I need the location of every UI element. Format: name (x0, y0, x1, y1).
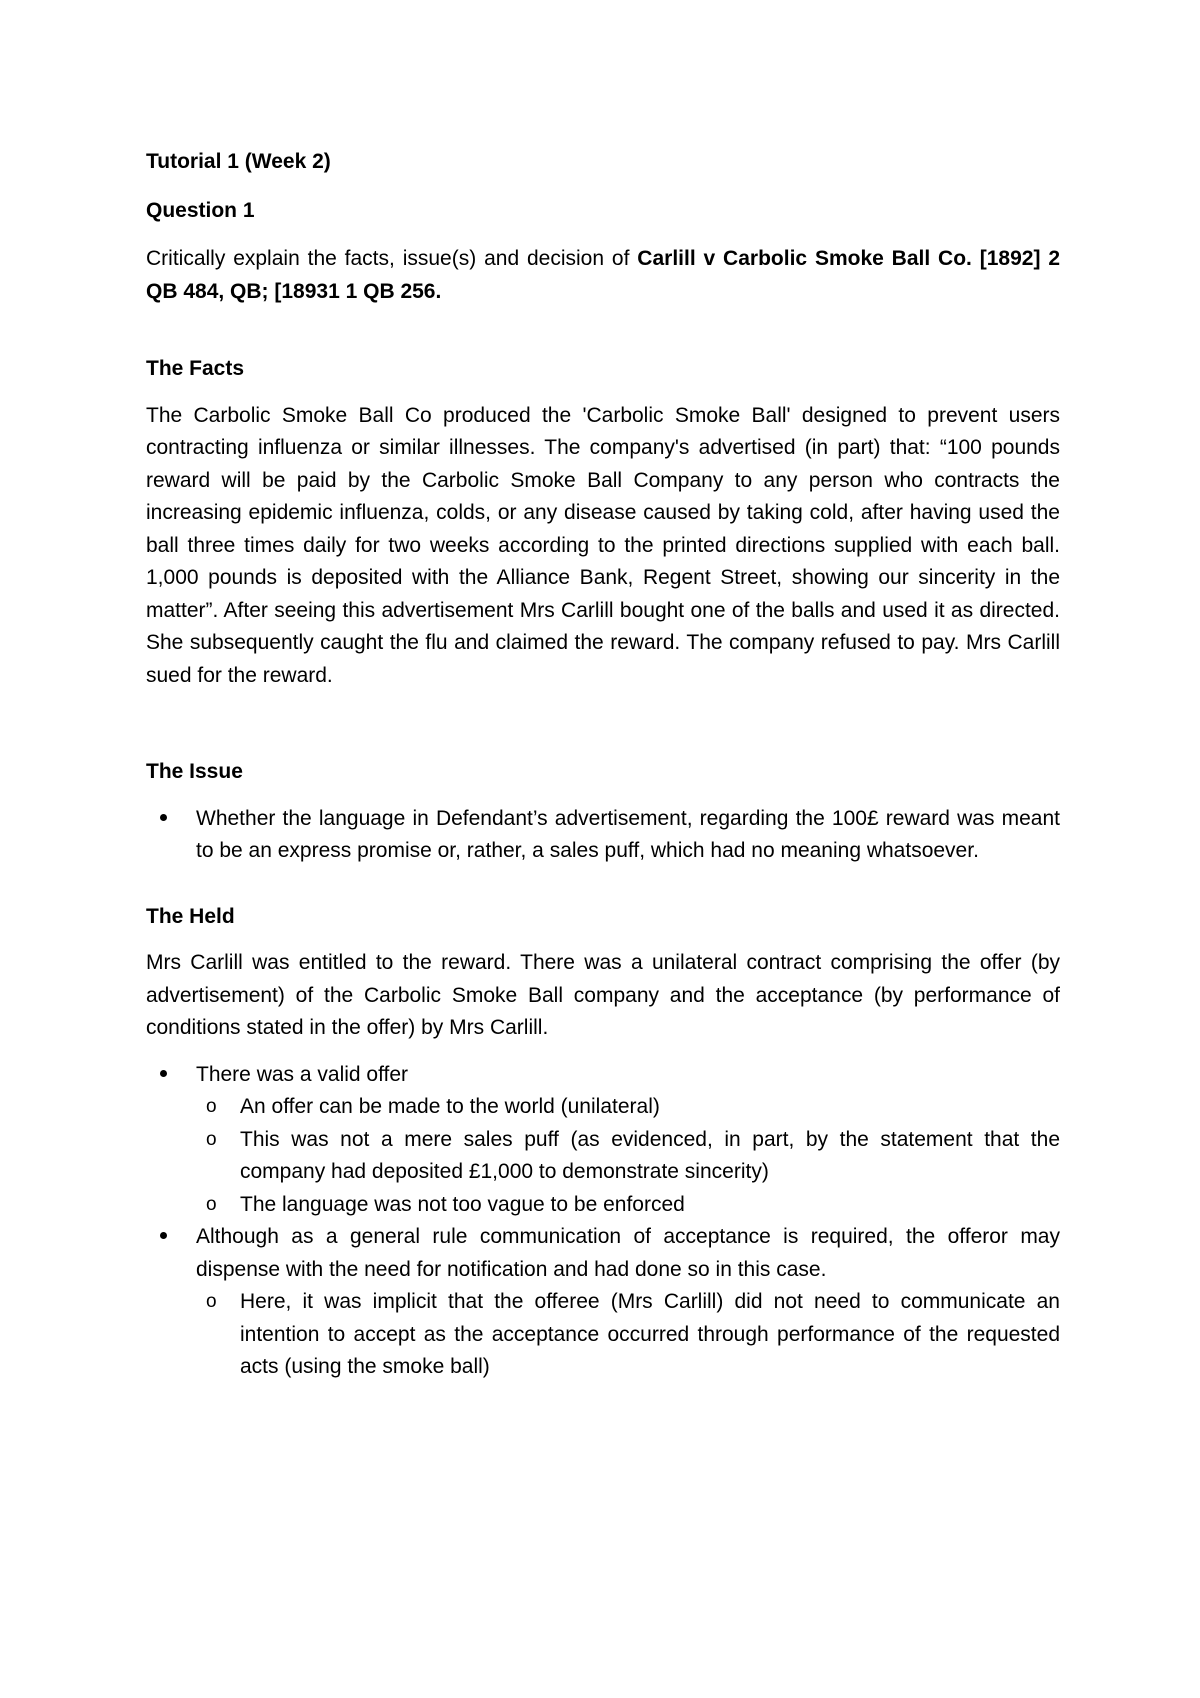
held-sub-bullet-text: An offer can be made to the world (unilateral) (240, 1095, 660, 1118)
circle-bullet-icon: o (206, 1096, 217, 1117)
held-sub-bullet (146, 1286, 1060, 1384)
case-citation: Carlill v Carbolic Smoke Ball Co. [1892] 2 QB 484, QB; [18931 1 QB 256. (146, 247, 1060, 303)
question-prefix: Critically explain the facts, issue(s) and decision of (146, 247, 638, 270)
held-sub-bullet (146, 1189, 1060, 1222)
held-sub-bullet-text: This was not a mere sales puff (as evidenced, in part, by the statement that the company had deposited £1,000 to demonstrate sincerity) (240, 1127, 1060, 1183)
held-bullet (146, 1221, 1060, 1286)
facts-heading: The Facts (146, 357, 245, 380)
document-title: Tutorial 1 (Week 2) (146, 150, 331, 173)
held-heading: The Held (146, 904, 235, 928)
bullet-dot-icon (160, 1059, 180, 1092)
circle-bullet-icon: o (206, 1291, 217, 1312)
held-sub-bullet (146, 1124, 1060, 1189)
issue-bullet-text: Whether the language in Defendant’s advertisement, regarding the 100£ reward was meant to be an express promise or, rather, a sales puff, which had no meaning whatsoever. (196, 806, 1060, 862)
question-heading: Question 1 (146, 198, 255, 222)
bullet-dot-icon (160, 803, 180, 836)
held-bullet (146, 1059, 1060, 1092)
held-list (146, 1059, 1060, 1384)
circle-bullet-icon: o (206, 1193, 217, 1215)
held-sub-bullet-text: Here, it was implicit that the offeree (Mrs Carlill) did not need to communicate an intention to accept as the acceptance occurred through performance of the requested acts (using the smoke ball) (240, 1290, 1060, 1378)
issue-bullet (146, 803, 1060, 868)
facts-body: The Carbolic Smoke Ball Co produced the 'Carbolic Smoke Ball' designed to prevent users contracting influenza or similar illnesses. The company's advertised (in part) that: “100 pounds reward will be paid by the Carbolic Smoke Ball Company to any person who contracts the increasing epidemic influenza, colds, or any disease caused by taking cold, after having used the ball three times daily for two weeks according to the printed directions supplied with each ball. 1,000 pounds is deposited with the Alliance Bank, Regent Street, showing our sincerity in the matter”. After seeing this advertisement Mrs Carlill bought one of the balls and used it as directed. She subsequently caught the flu and claimed the reward. The company refused to pay. Mrs Carlill sued for the reward. (146, 403, 1060, 687)
held-sub-bullet-text: The language was not too vague to be enforced (240, 1192, 685, 1216)
held-body: Mrs Carlill was entitled to the reward. There was a unilateral contract comprising the offer (by advertisement) of the Carbolic Smoke Ball company and the acceptance (by performance of conditions stated in the offer) by Mrs Carlill. (146, 951, 1060, 1039)
question-text (146, 243, 1060, 308)
issue-heading: The Issue (146, 760, 243, 783)
held-bullet-text: There was a valid offer (196, 1062, 409, 1086)
bullet-dot-icon (160, 1221, 180, 1254)
circle-bullet-icon: o (206, 1128, 217, 1150)
issue-list (146, 803, 1060, 868)
document-page (146, 146, 1060, 1384)
held-sub-bullet (146, 1091, 1060, 1124)
held-bullet-text: Although as a general rule communication of acceptance is required, the offeror may dispense with the need for notification and had done so in this case. (196, 1225, 1060, 1281)
